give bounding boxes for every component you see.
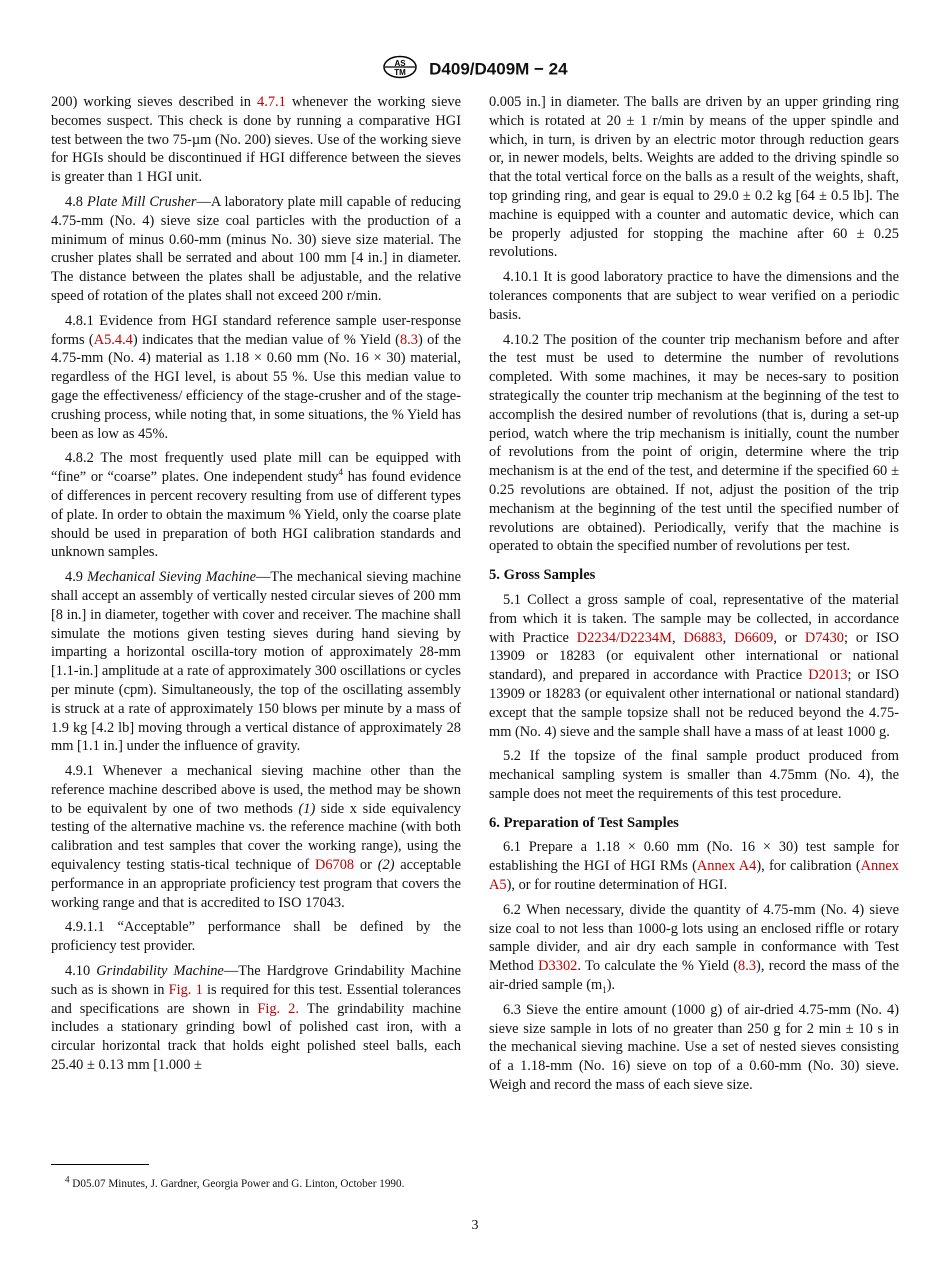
- ref-d6609[interactable]: D6609: [734, 629, 774, 646]
- page-header: [0, 55, 950, 84]
- ref-annex-a5[interactable]: Annex A5: [489, 858, 899, 894]
- ref-fig-2[interactable]: Fig. 2.: [257, 1000, 299, 1017]
- paragraph-4-7-1-cont: 200) working sieves described in 4.7.1 whenever the working sieve becomes suspect. This check is done by running a comparative HGI test between the two 75-µm (No. 200) sieves. Use of the working sieve for HGIs should be discontinued if HGI difference between the sieves is greater than 1 HGI unit.: [51, 94, 461, 186]
- right-column: [489, 93, 899, 1101]
- ref-8-3[interactable]: 8.3: [399, 331, 418, 348]
- paragraph-4-8-2: 4.8.2 The most frequently used plate mill can be equipped with “fine” or “coarse” plates. One independent study$^4$ has found evidence of differences in percent recovery resulting from use of different types of plate. In order to obtain the maximum % Yield, only the coarse plate should be used in preparation of both HGI calibration standards and unknown samples.: [51, 450, 462, 561]
- paragraph-4-10-1: 4.10.1 It is good laboratory practice to have the dimensions and the tolerances components that are subject to wear verified on a periodic basis.: [489, 269, 899, 323]
- ref-d2234[interactable]: D2234/D2234M: [576, 629, 672, 646]
- paragraph-4-9-1: 4.9.1 Whenever a mechanical sieving machine other than the reference machine described above is used, the method may be shown to be equivalent by one of two methods (1) side x side equivalency testing of the alternative machine vs. the reference machine (with both calibration and test samples that cover the working range), using the equivalency testing statis-tical technique of D6708 or (2) acceptable performance in an appropriate proficiency test program that covers the working range and that is accredited to ISO 17043.: [51, 763, 461, 911]
- section-title: Grindability Machine: [96, 963, 224, 980]
- section-title: Plate Mill Crusher: [86, 193, 197, 210]
- page-number: 3: [471, 1218, 479, 1233]
- ref-d2013[interactable]: D2013: [808, 667, 848, 684]
- paragraph-4-8-1: 4.8.1 Evidence from HGI standard reference sample user-response forms (A5.4.4) indicates that the median value of % Yield (8.3) of the 4.75-mm (No. 4) material as 1.18 × 0.60 mm (No. 16 × 30) material, regardless of the HGI level, is about 55 %. Use this median value to gage the effectiveness/ efficiency of the stage-crusher and of the stage-crushing process, while noting that, in some situations, the % Yield has been as low as 45%.: [51, 312, 461, 442]
- paragraph-4-9-1-1: 4.9.1.1 “Acceptable” performance shall be defined by the proficiency test provider.: [51, 919, 461, 955]
- astm-logo: [382, 55, 418, 84]
- ref-fig-1[interactable]: Fig. 1: [168, 981, 203, 998]
- svg-text:TM: TM: [394, 68, 407, 77]
- paragraph-5-2: 5.2 If the topsize of the final sample product produced from mechanical sampling system is smaller than 4.75mm (No. 4), the sample does not meet the requirements of this test procedure.: [489, 748, 899, 802]
- paragraph-6-2: 6.2 When necessary, divide the quantity of 4.75-mm (No. 4) sieve size coal to not less than 1000-g lots using an enclosed riffle or rotary sample divider, and air dry each sample in conformance with Test Method D3302. To calculate the % Yield (8.3), record the mass of the air-dried sample $(m_1)$.: [489, 901, 899, 995]
- ref-a5-4-4[interactable]: A5.4.4: [93, 331, 133, 348]
- paragraph-4-10: 4.10 Grindability Machine—The Hardgrove Grindability Machine such as is shown in Fig. 1 is required for this test. Essential tolerances and specifications are shown in Fig. 2. The grindability machine includes a stationary grinding bowl of polished cast iron, with a circular horizontal track that holds eight polished steel balls, each 25.40 ± 0.13 mm [1.000 ±: [51, 963, 461, 1074]
- ref-d6708[interactable]: D6708: [314, 857, 355, 874]
- document-designation: D409/D409M − 24: [429, 59, 568, 79]
- section-title: Mechanical Sieving Machine: [87, 569, 257, 586]
- ref-d7430[interactable]: D7430: [804, 629, 844, 646]
- paragraph-4-10-cont: 0.005 in.] in diameter. The balls are driven by an upper grinding ring which is rotated at 20 ± 1 r/min by means of the upper spindle and which, in turn, is driven by an electric motor through reduction gears or, in newer models, belts. Weights are added to the driving spindle so that the total vertical force on the balls as a result of the weights, shaft, top grinding ring, and gear is equal to 29.0 ± 0.2 kg [64 ± 0.5 lb]. The machine is equipped with a counter and automatic device, which can be properly adjusted for stopping the machine after 60 ± 0.25 revolutions.: [489, 94, 899, 261]
- ref-8-3[interactable]: 8.3: [738, 958, 757, 975]
- section-heading-6: 6. Preparation of Test Samples: [489, 814, 679, 831]
- paragraph-4-8: 4.8 Plate Mill Crusher—A laboratory plate mill capable of reducing 4.75-mm (No. 4) sieve size coal particles with the production of a minimum of minus 0.60-mm (minus No. 30) sieve size material. The crusher plates shall be serrated and about 100 mm [4 in.] in diameter. The distance between the plates shall be adjustable, and the relative speed of rotation of the plates shall not exceed 200 r/min.: [51, 193, 461, 304]
- ref-4-7-1[interactable]: 4.7.1: [257, 94, 286, 110]
- section-heading-5: 5. Gross Samples: [489, 567, 596, 584]
- paragraph-4-9: 4.9 Mechanical Sieving Machine—The mechanical sieving machine shall accept an assembly of vertically nested circular sieves of 200 mm [8 in.] in diameter, together with cover and receiver. The machine shall simulate the motions given testing sieves during hand sieving by imparting a horizontal oscilla-tory motion of approximately 28-mm [1.1-in.] amplitude at a rate of approximately 300 oscillations or cycles per minute (cpm). Simultaneously, the top of the oscillating assembly is struck at a rate of approximately 150 blows per minute by a mass of 1.9 kg [4.2 lb] moving through a vertical distance of approximately 28 mm [1.1 in.] under the influence of gravity.: [51, 569, 461, 755]
- footnote-marker[interactable]: 4: [338, 467, 344, 478]
- left-column: [51, 93, 461, 1081]
- footnote-divider: [51, 1164, 149, 1165]
- svg-text:AS: AS: [394, 59, 406, 68]
- paragraph-5-1: 5.1 Collect a gross sample of coal, representative of the material from which it is taken. The sample may be collected, in accordance with Practice D2234/D2234M, D6883, D6609, or D7430; or ISO 13909 or 18283 (or equivalent other international or national standard), and prepared in accordance with Practice D2013; or ISO 13909 or 18283 (or equivalent other international or national standard) except that the sample topsize shall not be reduced beyond the 4.75-mm (No. 4) sieve and the sample shall have a mass of at least 1000 g.: [489, 591, 900, 740]
- footnote: $^4$ D05.07 Minutes, J. Gardner, Georgia Power and G. Linton, October 1990.: [65, 1174, 405, 1190]
- ref-d3302[interactable]: D3302: [538, 958, 578, 975]
- paragraph-6-3: 6.3 Sieve the entire amount (1000 g) of air-dried 4.75-mm (No. 4) sieve size sample in lots of no greater than 250 g for 2 min ± 10 s in the mechanical sieving machine. Use a set of nested sieves consisting of a 1.18-mm (No. 16) sieve on top of a 0.60-mm (No. 30) sieve. Weigh and record the mass of each sieve size.: [489, 1001, 899, 1094]
- ref-annex-a4[interactable]: Annex A4: [696, 858, 757, 875]
- paragraph-4-10-2: 4.10.2 The position of the counter trip mechanism before and after the test must be used to determine the number of revolutions completed. With some machines, it may be neces-sary to position strategically the counter trip mechanism at the beginning of the test to accomplish the desired number of revolutions (that is, during a set-up period, watch where the trip mechanism is initially, count the number of revolutions from the point of origin, determine where the trip mechanism is at the end of the test, and determine if the specified 60 ± 0.25 revolutions are obtained. If not, adjust the position of the trip mechanism at the beginning of the test until the specified number of revolutions are obtained). Periodically, verify that the machine is operated to obtain the specified number of revolutions per test.: [489, 331, 899, 555]
- ref-d6883[interactable]: D6883: [683, 629, 723, 646]
- paragraph-6-1: 6.1 Prepare a 1.18 × 0.60 mm (No. 16 × 30) test sample for establishing the HGI of HGI RMs (Annex A4), for calibration (Annex A5), or for routine determination of HGI.: [489, 839, 899, 894]
